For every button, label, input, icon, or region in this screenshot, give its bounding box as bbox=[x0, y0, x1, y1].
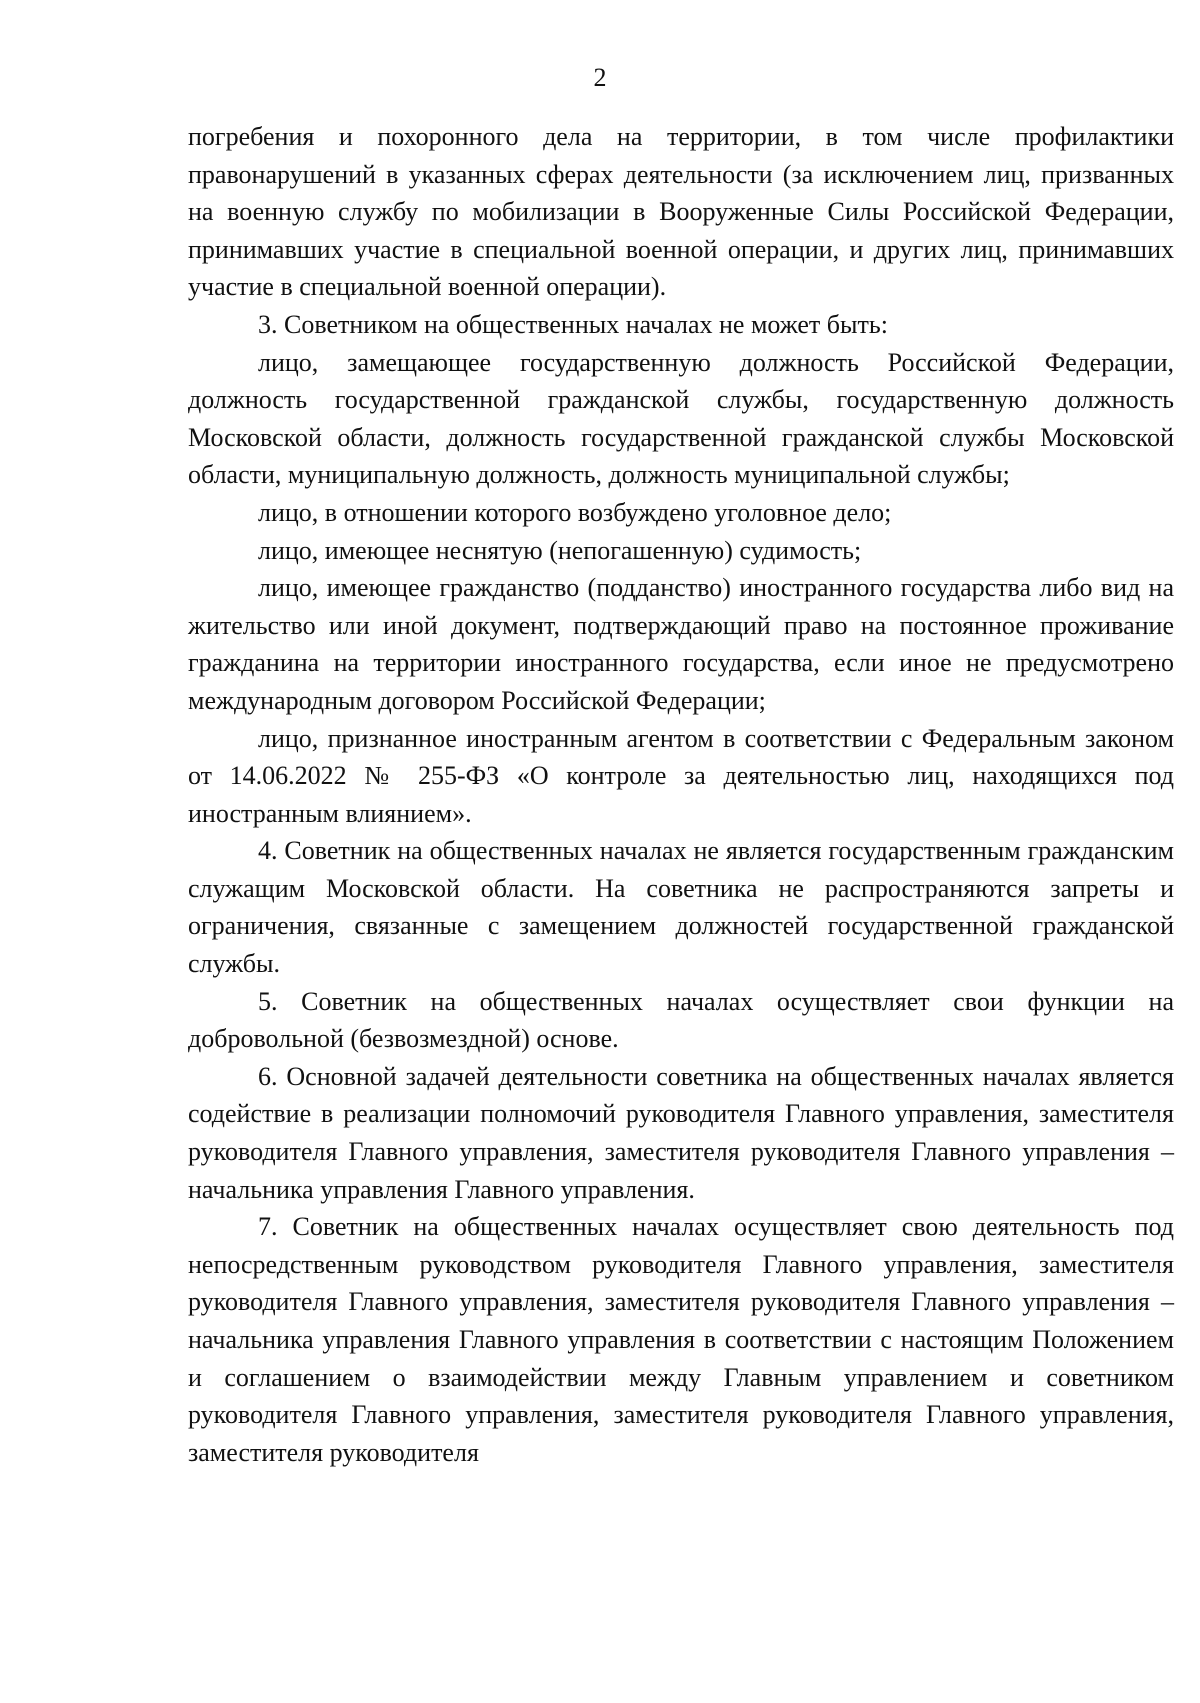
paragraph-continuation: погребения и похоронного дела на территории, в том числе профилактики правонарушений в указанных сферах деятельности (за исключением лиц, призванных на военную службу по мобилизации в Вооруженные Силы Российской Федерации, принимавших участие в специальной военной операции, и других лиц, принимавших участие в специальной военной операции). bbox=[188, 122, 1174, 302]
paragraph-item-3-criminal-case: лицо, в отношении которого возбуждено уголовное дело; bbox=[258, 497, 892, 527]
paragraph-item-7: 7. Советник на общественных началах осуществляет свою деятельность под непосредственным руководством руководителя Главного управления, заместителя руководителя Главного управления, заместителя руководителя Главного управления – начальника управления Главного управления в соответствии с настоящим Положением и соглашением о взаимодействии между Главным управлением и советником руководителя Главного управления, заместителя руководителя Главного управления, заместителя руководителя bbox=[188, 1212, 1174, 1467]
paragraph-item-4: 4. Советник на общественных началах не является государственным гражданским служащим Московской области. На советника не распространяются запреты и ограничения, связанные с замещением должностей государственной гражданской службы. bbox=[188, 836, 1174, 979]
document-body bbox=[188, 118, 1174, 1471]
page-number: 2 bbox=[593, 63, 607, 92]
paragraph-item-3-foreign-agent: лицо, признанное иностранным агентом в соответствии с Федеральным законом от 14.06.2022 № 255-ФЗ «О контроле за деятельностью лиц, находящихся под иностранным влиянием». bbox=[188, 723, 1174, 828]
paragraph-item-3: 3. Советником на общественных началах не может быть: bbox=[258, 309, 888, 339]
paragraph-item-3-conviction: лицо, имеющее неснятую (непогашенную) судимость; bbox=[258, 535, 862, 565]
paragraph-item-5: 5. Советник на общественных началах осуществляет свои функции на добровольной (безвозмездной) основе. bbox=[188, 986, 1174, 1054]
paragraph-item-3-foreign-citizenship: лицо, имеющее гражданство (подданство) иностранного государства либо вид на жительство или иной документ, подтверждающий право на постоянное проживание гражданина на территории иностранного государства, если иное не предусмотрено международным договором Российской Федерации; bbox=[188, 573, 1174, 715]
paragraph-item-6: 6. Основной задачей деятельности советника на общественных началах является содействие в реализации полномочий руководителя Главного управления, заместителя руководителя Главного управления, заместителя руководителя Главного управления – начальника управления Главного управления. bbox=[188, 1061, 1174, 1204]
paragraph-item-3-position-holder: лицо, замещающее государственную должность Российской Федерации, должность государственной гражданской службы, государственную должность Московской области, должность государственной гражданской службы Московской области, муниципальную должность, должность муниципальной службы; bbox=[188, 347, 1174, 490]
